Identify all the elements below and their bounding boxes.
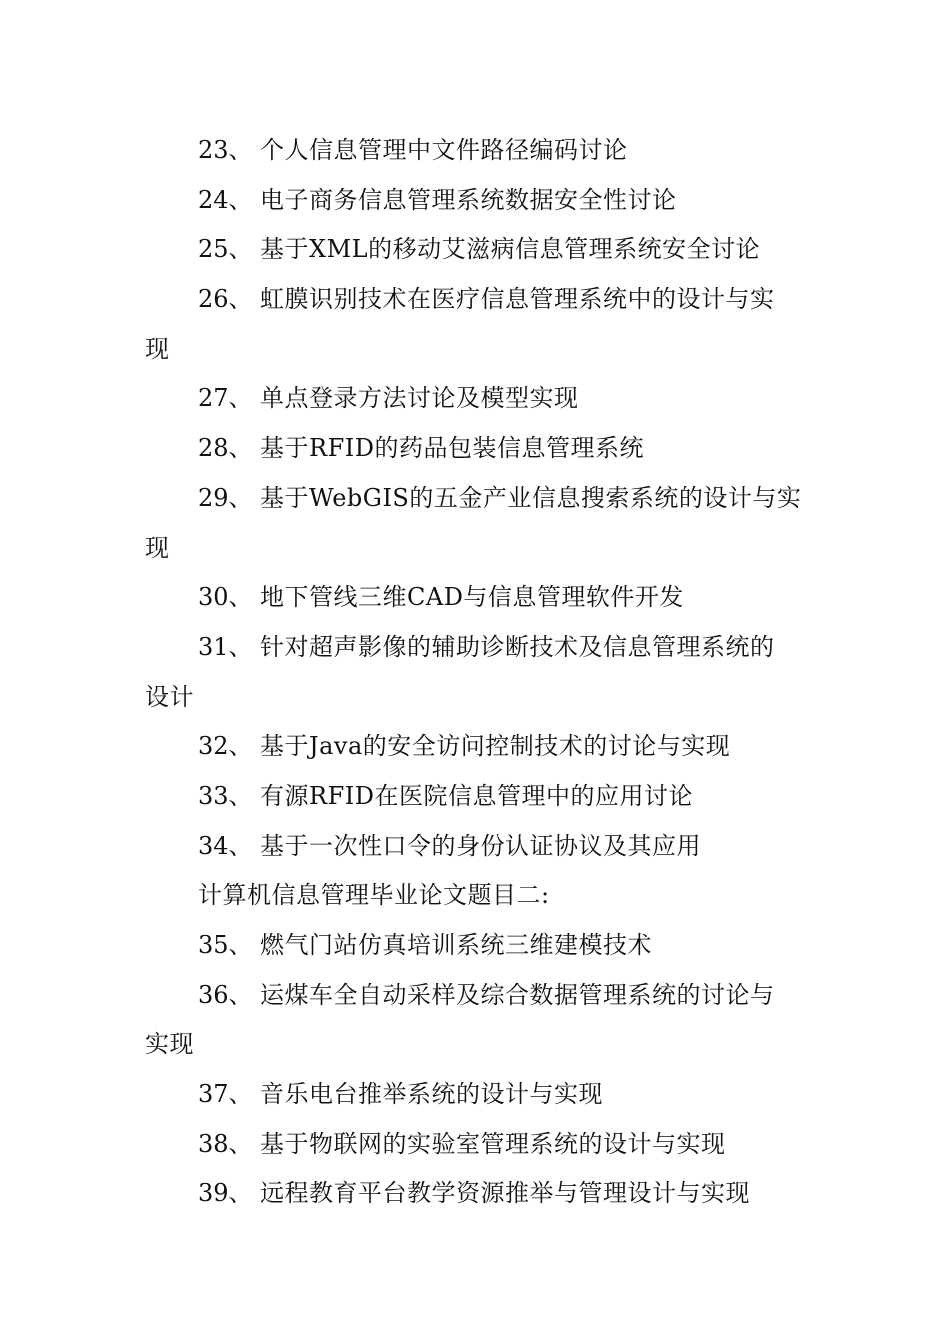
item-number: 39、 bbox=[198, 1179, 253, 1208]
item-number: 34、 bbox=[198, 831, 253, 860]
item-number: 26、 bbox=[198, 285, 253, 314]
list-item-31 bbox=[145, 623, 815, 673]
item-title: 基于Java的安全访问控制技术的讨论与实现 bbox=[260, 732, 731, 761]
list-item-31-continuation bbox=[145, 673, 815, 723]
item-title: 基于物联网的实验室管理系统的设计与实现 bbox=[260, 1129, 726, 1158]
list-item-29 bbox=[145, 474, 815, 524]
section-heading-text: 计算机信息管理毕业论文题目二: bbox=[198, 881, 550, 910]
item-number: 30、 bbox=[198, 583, 253, 612]
item-number: 31、 bbox=[198, 632, 253, 661]
item-number: 23、 bbox=[198, 136, 253, 164]
item-number: 32、 bbox=[198, 732, 253, 761]
item-number: 35、 bbox=[198, 931, 253, 959]
item-title: 运煤车全自动采样及综合数据管理系统的讨论与 bbox=[260, 980, 775, 1009]
item-number: 29、 bbox=[198, 483, 253, 512]
item-title: 地下管线三维CAD与信息管理软件开发 bbox=[260, 583, 684, 612]
section-heading bbox=[145, 871, 815, 921]
item-title: 远程教育平台教学资源推举与管理设计与实现 bbox=[260, 1179, 750, 1208]
list-item-36-continuation bbox=[145, 1020, 815, 1070]
list-item-37 bbox=[145, 1070, 815, 1120]
item-title-continuation: 现 bbox=[145, 334, 170, 363]
list-item-33 bbox=[145, 772, 815, 822]
item-title-continuation: 实现 bbox=[145, 1030, 194, 1059]
list-item-36 bbox=[145, 971, 815, 1021]
item-number: 33、 bbox=[198, 781, 253, 810]
item-title: 音乐电台推举系统的设计与实现 bbox=[260, 1080, 603, 1109]
list-item-28 bbox=[145, 424, 815, 474]
list-item-39 bbox=[145, 1169, 815, 1219]
item-title: 基于一次性口令的身份认证协议及其应用 bbox=[260, 831, 701, 860]
list-item-27 bbox=[145, 374, 815, 424]
item-title: 基于XML的移动艾滋病信息管理系统安全讨论 bbox=[260, 235, 761, 264]
item-title: 有源RFID在医院信息管理中的应用讨论 bbox=[260, 781, 693, 810]
list-item-24 bbox=[145, 176, 815, 226]
item-title: 单点登录方法讨论及模型实现 bbox=[260, 384, 579, 413]
item-title: 基于RFID的药品包装信息管理系统 bbox=[260, 434, 644, 463]
list-item-35 bbox=[145, 921, 815, 971]
item-number: 36、 bbox=[198, 980, 253, 1009]
item-title: 燃气门站仿真培训系统三维建模技术 bbox=[260, 931, 652, 959]
list-item-29-continuation bbox=[145, 524, 815, 574]
item-title: 基于WebGIS的五金产业信息搜索系统的设计与实 bbox=[260, 483, 802, 512]
list-item-25 bbox=[145, 225, 815, 275]
list-item-34 bbox=[145, 822, 815, 872]
list-item-26 bbox=[145, 275, 815, 325]
item-title: 针对超声影像的辅助诊断技术及信息管理系统的 bbox=[260, 632, 775, 661]
list-item-32 bbox=[145, 722, 815, 772]
item-number: 27、 bbox=[198, 384, 253, 413]
item-title-continuation: 设计 bbox=[145, 682, 194, 711]
item-title: 个人信息管理中文件路径编码讨论 bbox=[260, 136, 628, 164]
item-number: 38、 bbox=[198, 1129, 253, 1158]
item-number: 28、 bbox=[198, 434, 253, 463]
list-item-38 bbox=[145, 1120, 815, 1170]
item-number: 24、 bbox=[198, 185, 253, 214]
list-item-23 bbox=[145, 126, 815, 176]
item-number: 37、 bbox=[198, 1080, 253, 1109]
list-item-30 bbox=[145, 573, 815, 623]
topic-list bbox=[145, 126, 815, 1219]
item-number: 25、 bbox=[198, 235, 253, 264]
item-title: 虹膜识别技术在医疗信息管理系统中的设计与实 bbox=[260, 285, 775, 314]
item-title-continuation: 现 bbox=[145, 533, 170, 562]
list-item-26-continuation bbox=[145, 325, 815, 375]
item-title: 电子商务信息管理系统数据安全性讨论 bbox=[260, 185, 677, 214]
